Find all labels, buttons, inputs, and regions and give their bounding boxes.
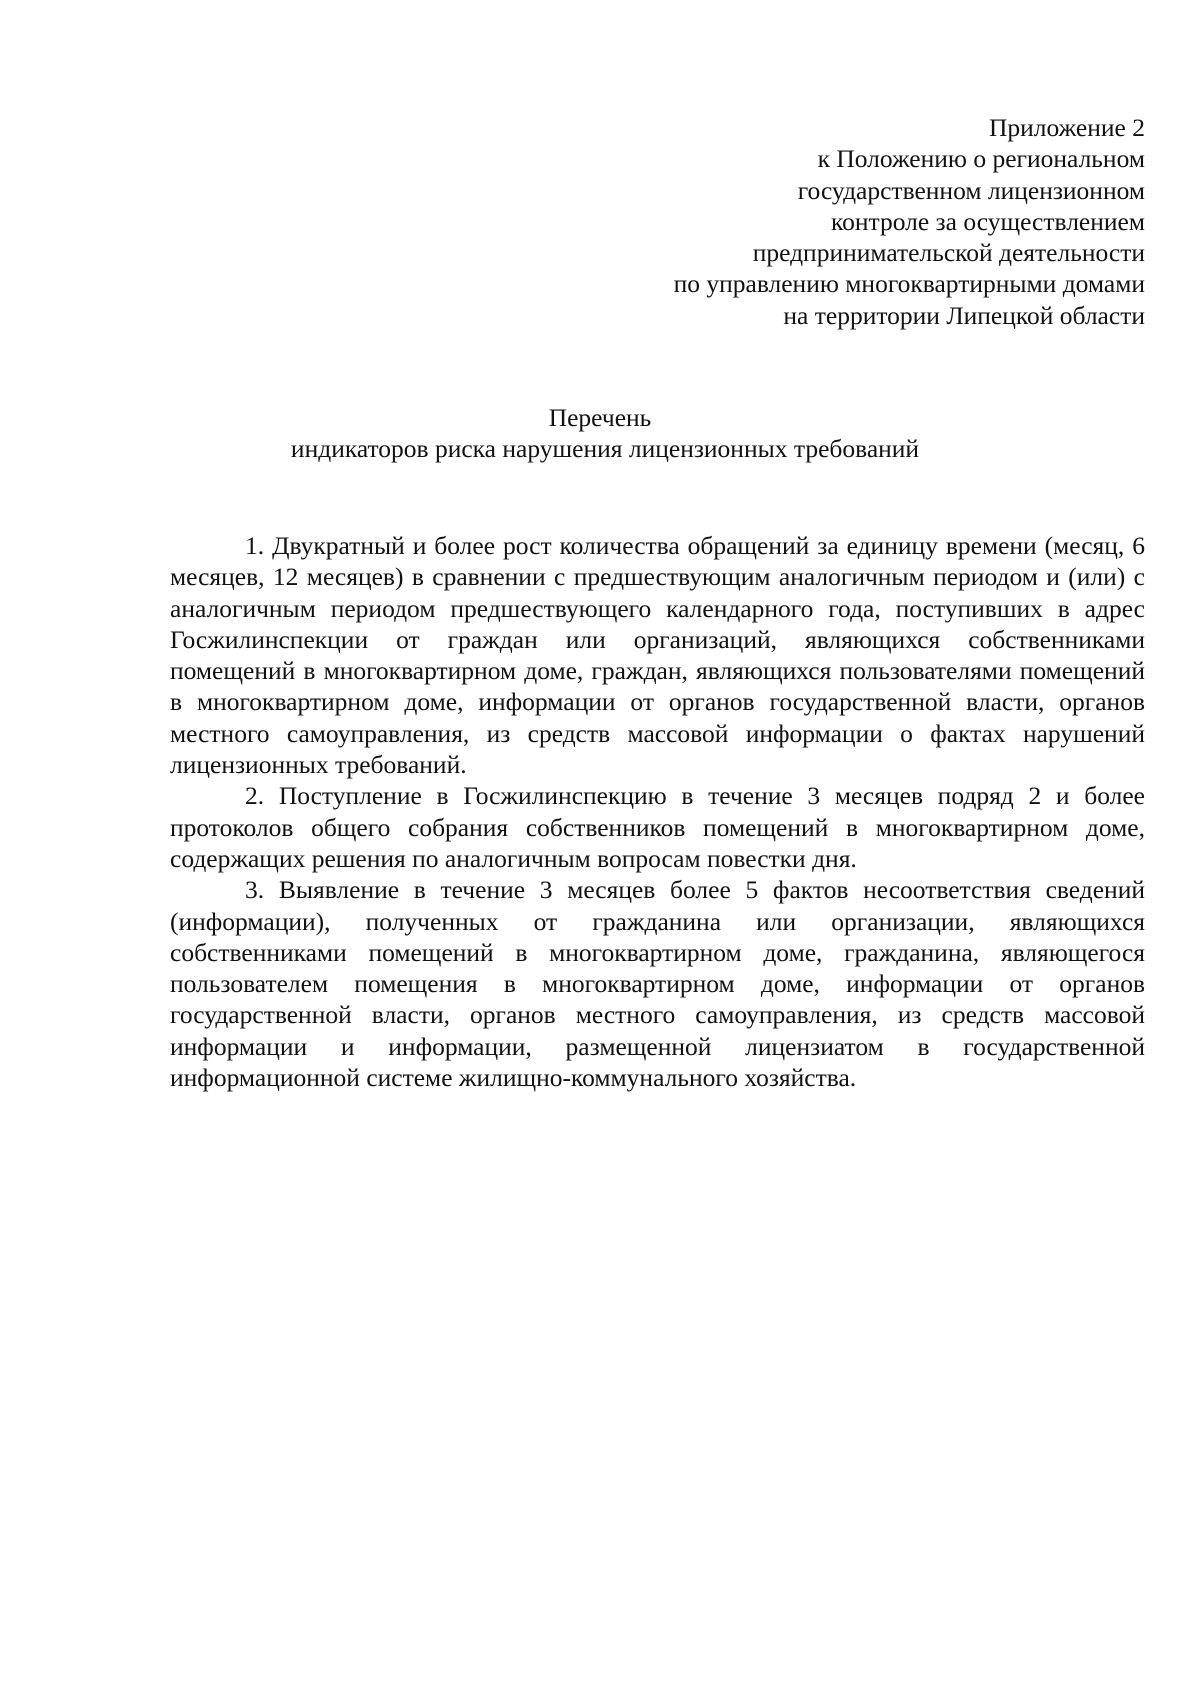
document-title [0, 402, 1200, 465]
header-line: Приложение 2 [989, 113, 1145, 142]
list-item: 1. Двукратный и более рост количества обращений за единицу времени (месяц, 6 месяцев, 12 месяцев) в сравнении с предшествующим аналогичным периодом и (или) с аналогичным периодом предшествующего календарного года, поступивших в адрес Госжилинспекции от граждан или организаций, являющихся собственниками помещений в многоквартирном доме, граждан, являющихся пользователями помещений в многоквартирном доме, информации от органов государственной власти, органов местного самоуправления, из средств массовой информации о фактах нарушений лицензионных требований. [170, 531, 1145, 780]
header-line: контроле за осуществлением [831, 206, 1145, 236]
appendix-header [585, 112, 1145, 331]
list-item: 3. Выявление в течение 3 месяцев более 5 фактов несоответствия сведений (информации), полученных от гражданина или организации, являющихся собственниками помещений в многоквартирном доме, гражданина, являющегося пользователем помещения в многоквартирном доме, информации от органов государственной власти, органов местного самоуправления, из средств массовой информации и информации, размещенной лицензиатом в государственной информационной системе жилищно-коммунального хозяйства. [170, 875, 1145, 1093]
header-line: к Положению о региональном [817, 144, 1145, 174]
list-item: 2. Поступление в Госжилинспекцию в течение 3 месяцев подряд 2 и более протоколов общего собрания собственников помещений в многоквартирном доме, содержащих решения по аналогичным вопросам повестки дня. [170, 781, 1145, 873]
title-subheading: индикаторов риска нарушения лицензионных требований [290, 434, 920, 464]
header-line: на территории Липецкой области [783, 300, 1145, 330]
document-body [170, 530, 1145, 1093]
header-line: государственном лицензионном [797, 175, 1145, 205]
header-line: по управлению многоквартирными домами [673, 269, 1145, 299]
header-line: предпринимательской деятельности [752, 238, 1145, 268]
title-heading: Перечень [548, 403, 652, 432]
